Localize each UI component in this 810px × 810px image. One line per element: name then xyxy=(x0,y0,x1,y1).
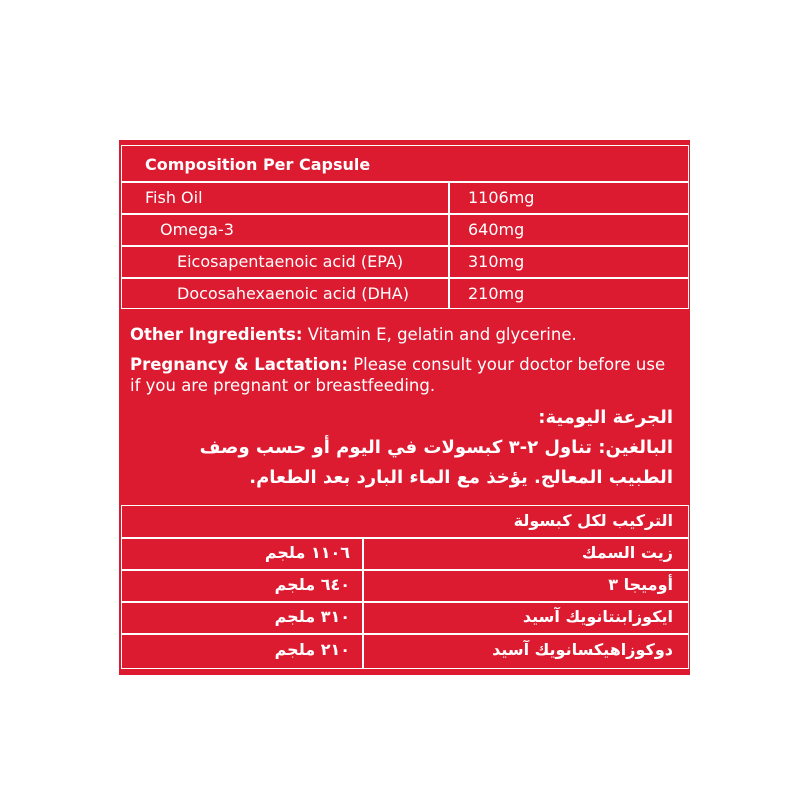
arabic-ingredient-value: ١١٠٦ ملجم xyxy=(264,543,350,562)
arabic-ingredient-name: دوكوزاهيكسانويك آسيد xyxy=(492,640,673,659)
pregnancy-text: Please consult your doctor before use xyxy=(347,355,666,374)
pregnancy-line-2 xyxy=(130,376,680,396)
ingredient-name: Omega-3 xyxy=(160,220,234,239)
arabic-dosage-line-1: البالغين: تناول ٢-٣ كبسولات في اليوم أو حسب وصف xyxy=(199,437,673,458)
arabic-ingredient-name: ايكوزابنتانويك آسيد xyxy=(522,607,673,626)
other-ingredients-label: Other Ingredients: xyxy=(130,325,303,344)
table-divider xyxy=(121,277,689,279)
ingredient-name: Docosahexaenoic acid (DHA) xyxy=(177,284,409,303)
column-divider xyxy=(448,181,450,309)
ingredient-value: 1106mg xyxy=(468,188,535,207)
arabic-composition-title: التركيب لكل كبسولة xyxy=(513,511,673,530)
ingredient-value: 640mg xyxy=(468,220,525,239)
ingredient-name: Eicosapentaenoic acid (EPA) xyxy=(177,252,404,271)
table-divider xyxy=(121,245,689,247)
pregnancy-label: Pregnancy & Lactation: xyxy=(130,355,348,374)
table-divider xyxy=(121,569,689,571)
table-divider xyxy=(121,633,689,635)
pregnancy-line-1 xyxy=(130,355,680,375)
arabic-ingredient-name: أوميجا ٣ xyxy=(608,575,673,594)
arabic-ingredient-value: ٦٤٠ ملجم xyxy=(274,575,350,594)
arabic-ingredient-value: ٢١٠ ملجم xyxy=(274,640,350,659)
ingredient-value: 210mg xyxy=(468,284,525,303)
other-ingredients xyxy=(130,325,680,345)
arabic-ingredient-name: زيت السمك xyxy=(581,543,673,562)
table-divider xyxy=(121,537,689,539)
other-ingredients-text: Vitamin E, gelatin and glycerine. xyxy=(302,325,577,344)
arabic-ingredient-value: ٣١٠ ملجم xyxy=(274,607,350,626)
arabic-dosage-line-2: الطبيب المعالج. يؤخذ مع الماء البارد بعد الطعام. xyxy=(249,467,673,488)
arabic-dosage-heading: الجرعة اليومية: xyxy=(538,407,673,428)
table-divider xyxy=(121,213,689,215)
table-divider xyxy=(121,601,689,603)
composition-title: Composition Per Capsule xyxy=(145,155,371,174)
ingredient-value: 310mg xyxy=(468,252,525,271)
column-divider xyxy=(362,537,364,669)
ingredient-name: Fish Oil xyxy=(145,188,203,207)
pregnancy-text-2: if you are pregnant or breastfeeding. xyxy=(130,376,436,395)
table-divider xyxy=(121,181,689,183)
